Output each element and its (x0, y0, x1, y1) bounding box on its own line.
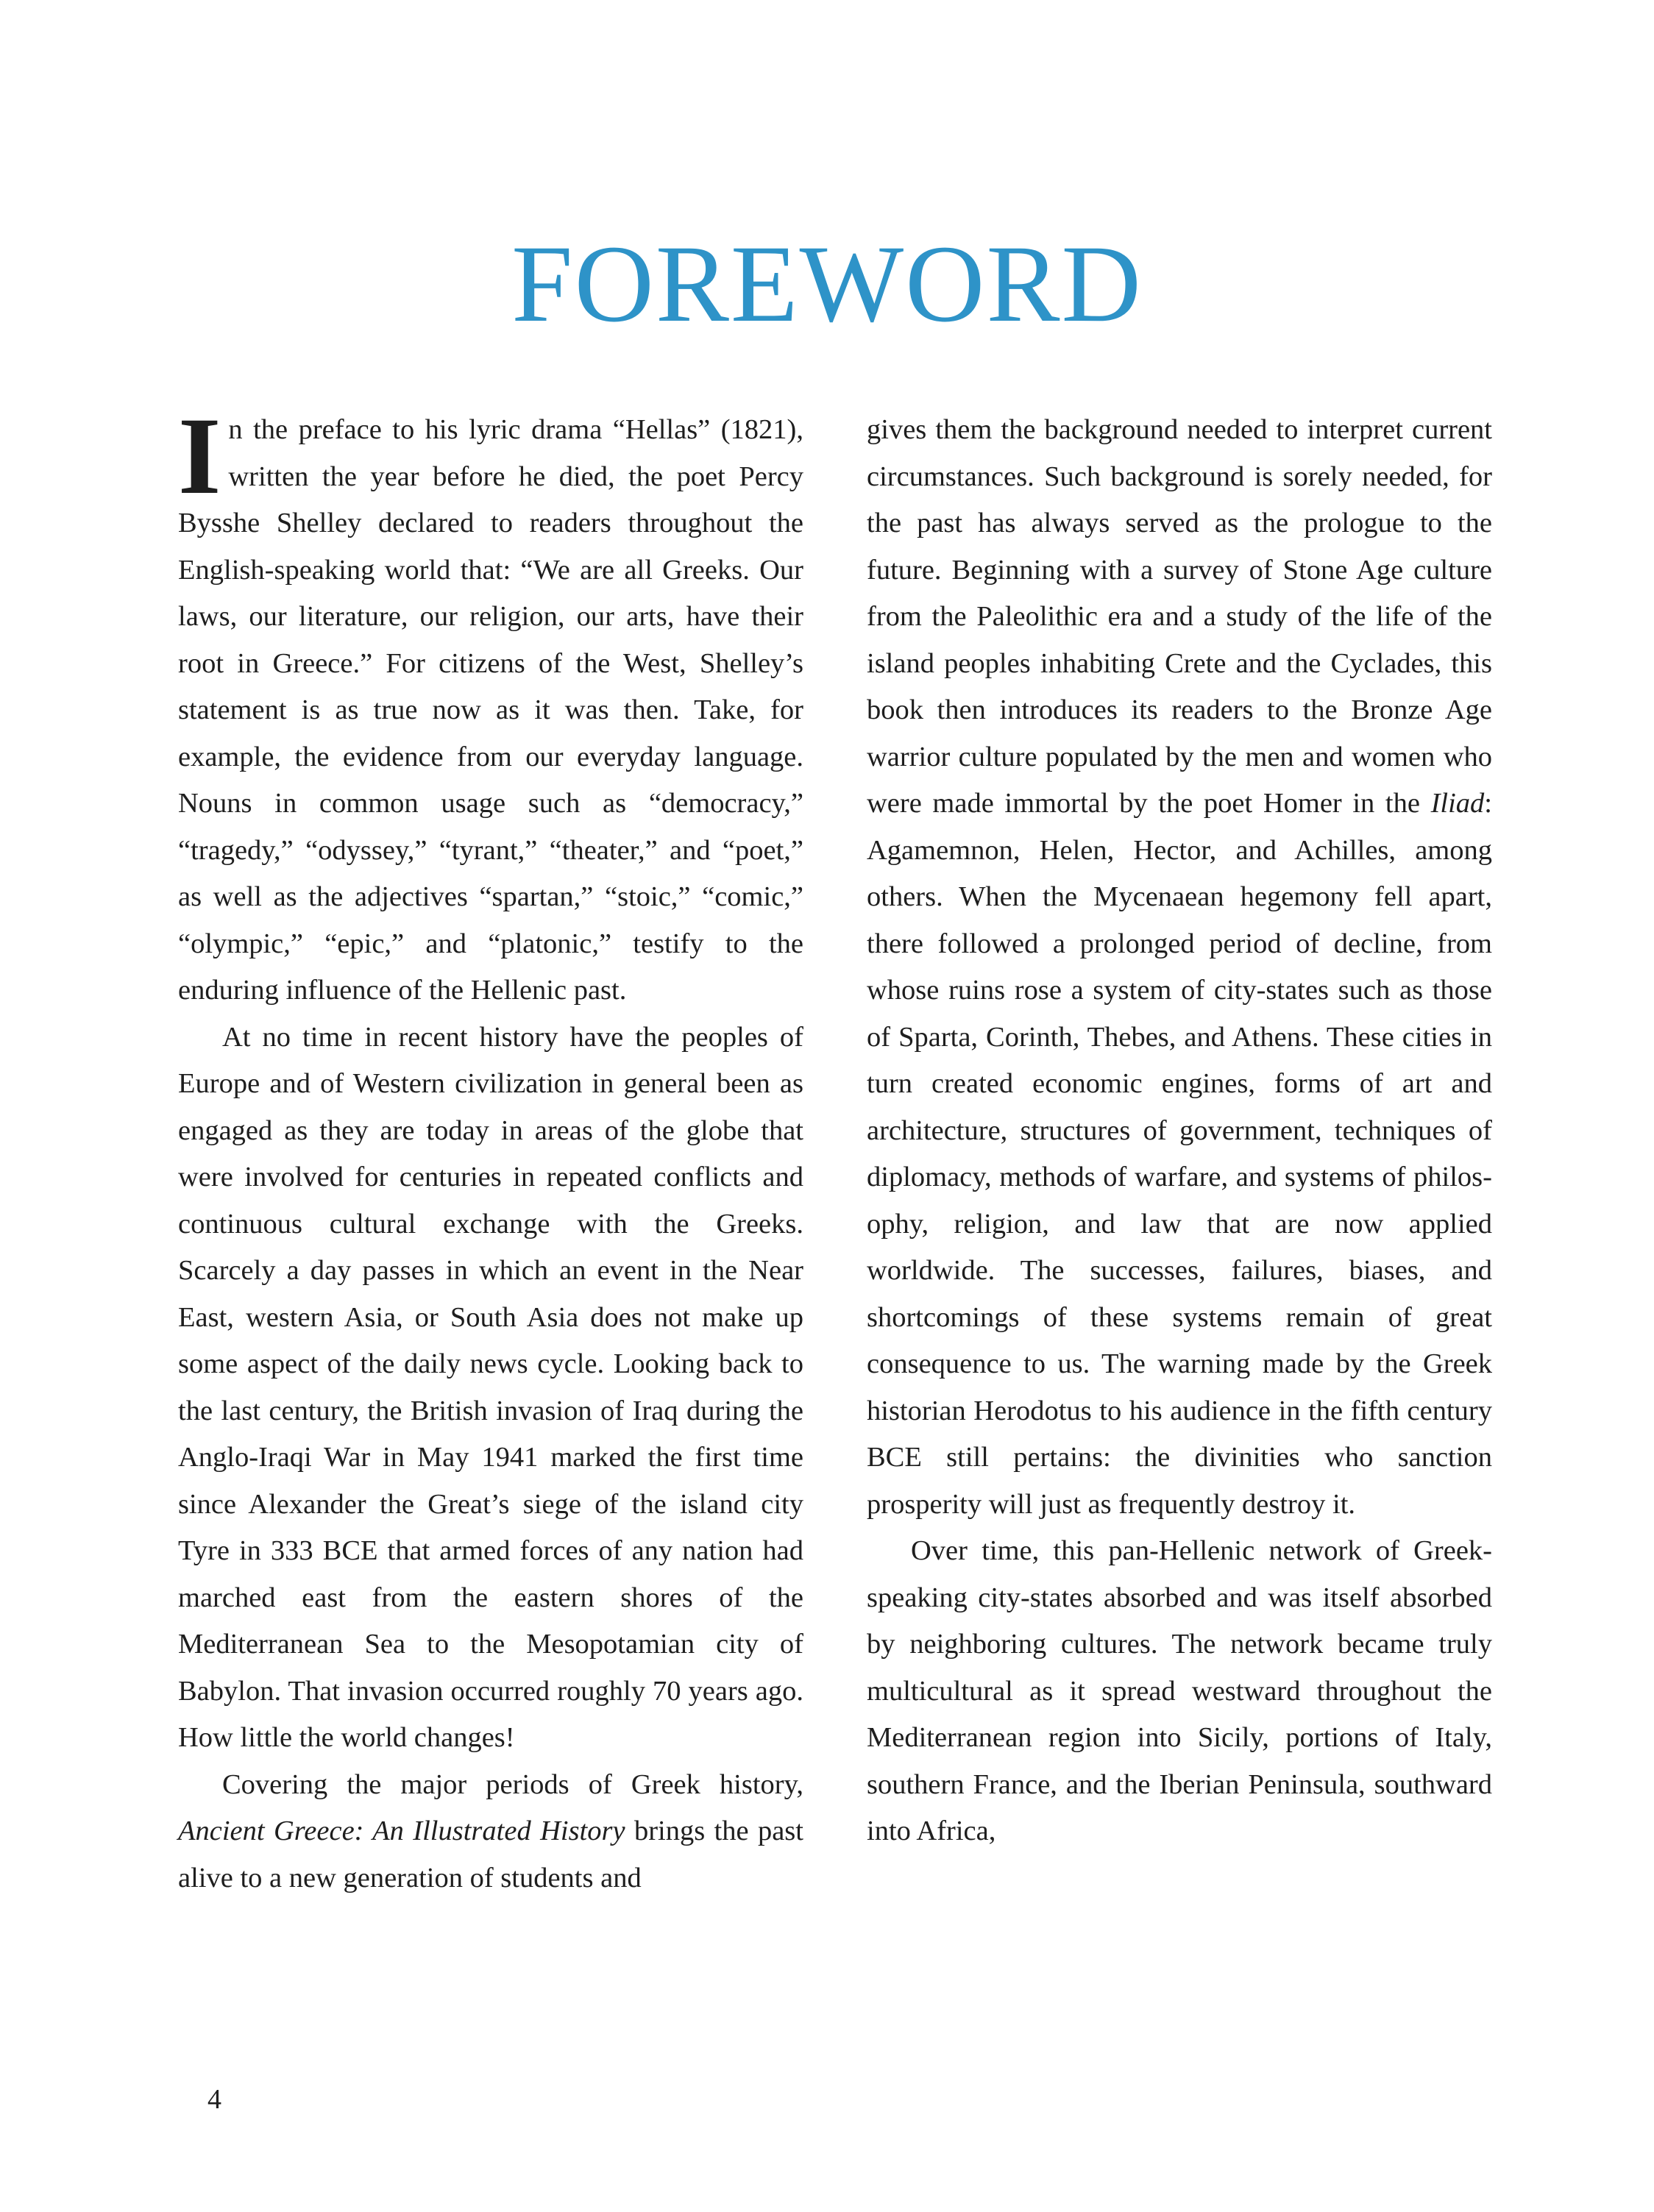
paragraph-4-after: : Agamemnon, Helen, Hector, and Achilles, among others. When the Mycenaean hegemony fell apart, there followed a prolonged period of decline, from whose ruins rose a system of city-states such as those of Sparta, Corinth, Thebes, and Athens. These cities in turn created economic engines, forms of art and architecture, structures of government, techniques of diplomacy, methods of warfare, and systems of philosophy, religion, and law that are now applied worldwide. The successes, failures, biases, and shortcomings of these systems remain of great consequence to us. The warning made by the Greek historian Herodotus to his audience in the fifth century BCE still pertains: the divinities who sanction prosperity will just as frequently destroy it. (867, 788, 1492, 1520)
paragraph-3-after: brings the past alive to a new generation of students and (178, 1816, 803, 1893)
paragraph-3-before: Covering the major periods of Greek history, (222, 1768, 803, 1800)
page-number: 4 (207, 2084, 221, 2115)
paragraph-4-before: gives them the background needed to interpret current circumstances. Such background is sorely needed, for the past has always served as the prologue to the future. Beginning with a survey of Stone Age culture from the Paleolithic era and a study of the life of the island peoples inhabiting Crete and the Cyclades, this book then introduces its readers to the Bronze Age warrior culture populated by the men and women who were made immortal by the poet Homer in the (867, 414, 1492, 819)
paragraph-1 (178, 395, 803, 1014)
paragraph-1-text: n the preface to his lyric drama “Hellas” (1821), written the year before he died, the poet Percy Bysshe Shelley declared to readers throughout the English-speaking world that: “We are all Greeks. Our laws, our literature, our religion, our arts, have their root in Greece.” For citizens of the West, Shelley’s statement is as true now as it was then. Take, for example, the evidence from our everyday language. Nouns in common usage such as “democracy,” “tragedy,” “odyssey,” “tyrant,” “theater,” and “poet,” as well as the adjectives “spartan,” “stoic,” “comic,” “olympic,” “epic,” and “platonic,” testify to the enduring influence of the Hellenic past. (178, 414, 803, 1006)
page-title: FOREWORD (511, 222, 1143, 345)
left-column (178, 395, 803, 1902)
drop-cap: I (178, 395, 221, 517)
book-title: Ancient Greece: An Illustrated History (178, 1816, 625, 1846)
paragraph-4 (867, 407, 1492, 1528)
paragraph-3 (178, 1762, 803, 1902)
paragraph-5: Over time, this pan-Hellenic network of Greek-speaking city-states absorbed and was itself absorbed by neighboring cultures. The network became truly multicultural as it spread westward throughout the Mediterranean region into Sicily, portions of Italy, southern France, and the Iberian Peninsula, southward into Africa, (867, 1535, 1492, 1846)
iliad-title: Iliad (1430, 788, 1485, 819)
right-column (867, 407, 1492, 1855)
paragraph-2: At no time in recent history have the peoples of Europe and of Western civilization in general been as engaged as they are today in areas of the globe that were involved for centuries in repeated conflicts and continuous cultural exchange with the Greeks. Scarcely a day passes in which an event in the Near East, western Asia, or South Asia does not make up some aspect of the daily news cycle. Looking back to the last century, the British invasion of Iraq during the Anglo-Iraqi War in May 1941 marked the first time since Alexander the Great’s siege of the island city Tyre in 333 BCE that armed forces of any nation had marched east from the eastern shores of the Mediterranean Sea to the Mesopotamian city of Babylon. That invasion occurred roughly 70 years ago. How little the world changes! (178, 1021, 803, 1753)
